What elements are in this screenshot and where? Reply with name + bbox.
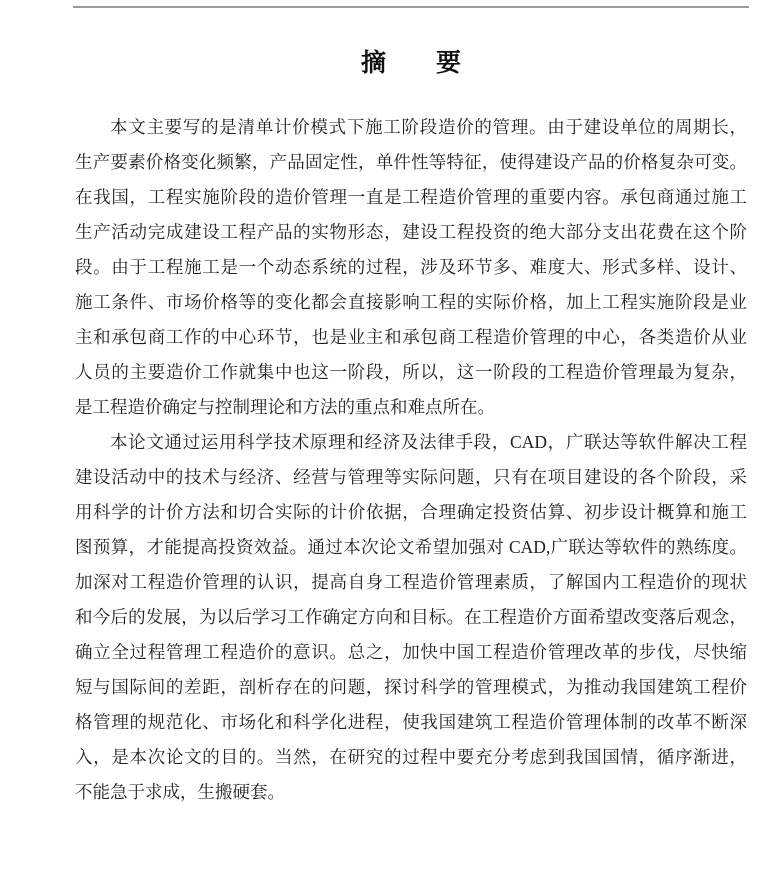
text-line: 是工程造价确定与控制理论和方法的重点和难点所在。 — [75, 397, 495, 417]
text-line: 在我国，工程实施阶段的造价管理一直是工程造价管理的重要内容。承包商通过施工 — [75, 187, 747, 207]
text-line: 生产要素价格变化频繁，产品固定性，单件性等特征，使得建设产品的价格复杂可变。 — [75, 152, 747, 172]
text-line: 短与国际间的差距，剖析存在的问题，探讨科学的管理模式，为推动我国建筑工程价 — [75, 677, 747, 697]
text-line: 图预算，才能提高投资效益。通过本次论文希望加强对 CAD,广联达等软件的熟练度。 — [75, 537, 747, 557]
text-line: 主和承包商工作的中心环节，也是业主和承包商工程造价管理的中心，各类造价从业 — [75, 327, 747, 347]
text-line: 格管理的规范化、市场化和科学化进程，使我国建筑工程造价管理体制的改革不断深 — [75, 712, 747, 732]
text-line: 建设活动中的技术与经济、经营与管理等实际问题，只有在项目建设的各个阶段，采 — [75, 467, 747, 487]
text-line: 和今后的发展，为以后学习工作确定方向和目标。在工程造价方面希望改变落后观念， — [75, 607, 747, 627]
text-line: 段。由于工程施工是一个动态系统的过程，涉及环节多、难度大、形式多样、设计、 — [75, 257, 747, 277]
text-line: 施工条件、市场价格等的变化都会直接影响工程的实际价格，加上工程实施阶段是业 — [75, 292, 747, 312]
text-line: 本文主要写的是清单计价模式下施工阶段造价的管理。由于建设单位的周期长， — [110, 117, 747, 137]
paragraph — [75, 425, 747, 810]
text-line: 确立全过程管理工程造价的意识。总之，加快中国工程造价管理改革的步伐，尽快缩 — [75, 642, 747, 662]
text-line: 人员的主要造价工作就集中也这一阶段，所以，这一阶段的工程造价管理最为复杂， — [75, 362, 747, 382]
page-title: 摘 要 — [360, 50, 461, 77]
abstract-body — [75, 110, 747, 810]
text-line: 入，是本次论文的目的。当然，在研究的过程中要充分考虑到我国国情，循序渐进， — [75, 747, 747, 767]
text-line: 加深对工程造价管理的认识，提高自身工程造价管理素质，了解国内工程造价的现状 — [75, 572, 747, 592]
text-line: 不能急于求成，生搬硬套。 — [75, 782, 285, 802]
header-rule — [73, 6, 749, 8]
paragraph — [75, 110, 747, 425]
text-line: 本论文通过运用科学技术原理和经济及法律手段，CAD，广联达等软件解决工程 — [110, 432, 747, 452]
text-line: 生产活动完成建设工程产品的实物形态，建设工程投资的绝大部分支出花费在这个阶 — [75, 222, 747, 242]
text-line: 用科学的计价方法和切合实际的计价依据，合理确定投资估算、初步设计概算和施工 — [75, 502, 747, 522]
